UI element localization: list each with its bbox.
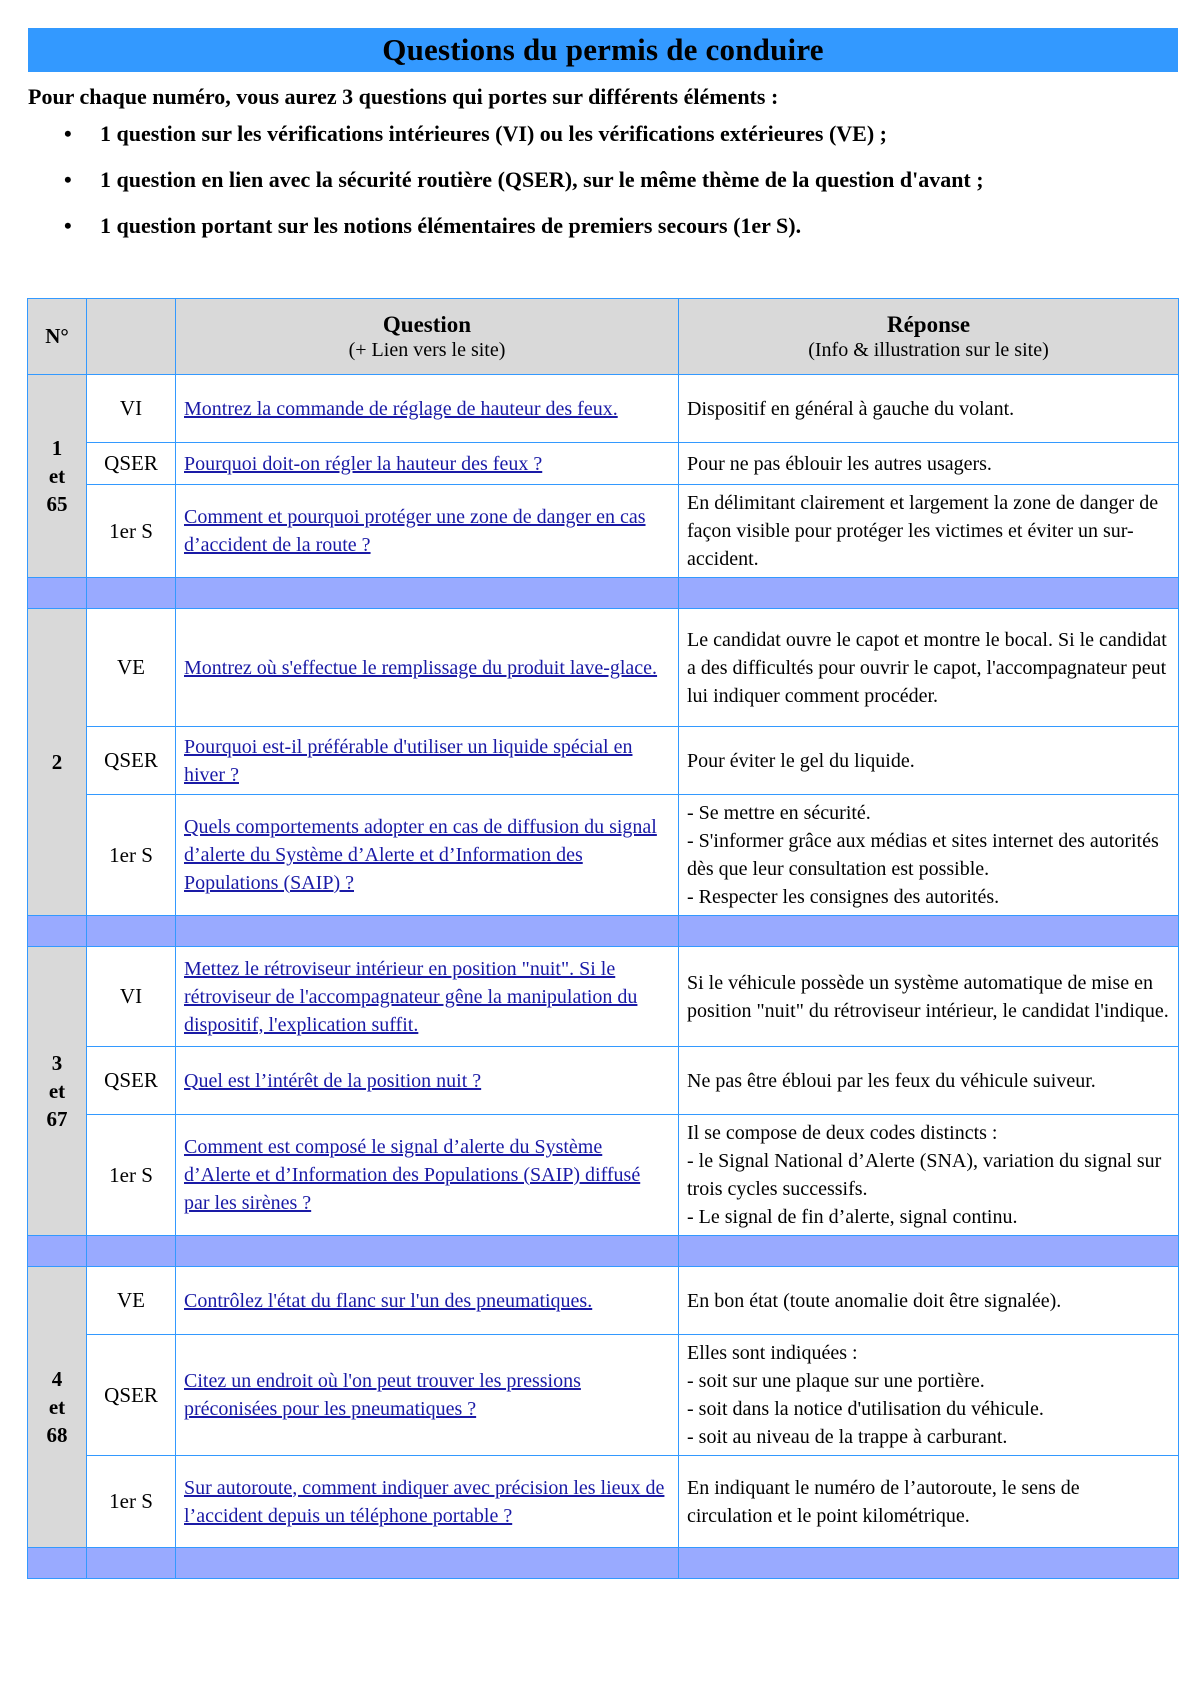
answer-line: Le candidat ouvre le capot et montre le bocal. Si le candidat a des difficultés pour ouvrir le capot, l'accompagnateur peut lui indiquer comment procéder. [687,628,1167,707]
answer-cell [679,485,1179,578]
header-question-subtitle: (+ Lien vers le site) [348,339,506,361]
question-cell [176,1115,679,1236]
separator-cell [176,916,679,947]
intro-bullet: • 1 question portant sur les notions élémentaires de premiers secours (1er S). [100,214,1178,238]
question-link[interactable]: Comment et pourquoi protéger une zone de danger en cas d’accident de la route ? [184,506,646,556]
question-number-cell [28,609,87,916]
question-link[interactable]: Mettez le rétroviseur intérieur en position "nuit". Si le rétroviseur de l'accompagnateur gêne la manipulation du dispositif, l'explication suffit. [184,957,638,1036]
question-number-line: 67 [46,1107,68,1131]
question-cell [176,1335,679,1456]
question-type-cell: VI [87,375,176,443]
question-link[interactable]: Citez un endroit où l'on peut trouver les pressions préconisées pour les pneumatiques ? [184,1370,581,1420]
question-number-cell [28,947,87,1236]
table-row [28,485,1179,578]
intro-bullet: • 1 question sur les vérifications intérieures (VI) ou les vérifications extérieures (VE) ; [100,122,1178,146]
table-row [28,609,1179,727]
question-link[interactable]: Quels comportements adopter en cas de diffusion du signal d’alerte du Système d’Alerte et d’Information des Populations (SAIP) ? [184,816,657,894]
question-cell [176,1267,679,1335]
question-type-cell: QSER [87,1335,176,1456]
question-link[interactable]: Pourquoi est-il préférable d'utiliser un liquide spécial en hiver ? [184,735,633,786]
answer-line: Pour ne pas éblouir les autres usagers. [687,452,992,475]
answer-line: - Le signal de fin d’alerte, signal continu. [687,1206,1018,1228]
question-number-line: 3 [51,1051,63,1075]
question-link[interactable]: Contrôlez l'état du flanc sur l'un des pneumatiques. [184,1289,593,1312]
answer-line: - soit sur une plaque sur une portière. [687,1370,985,1392]
answer-line: Il se compose de deux codes distincts : [687,1122,998,1144]
question-type-cell: 1er S [87,1115,176,1236]
header-type [87,299,176,375]
answer-line: - soit dans la notice d'utilisation du véhicule. [687,1398,1044,1420]
header-number: N° [28,299,87,375]
question-type-cell: 1er S [87,1456,176,1548]
answer-cell [679,1267,1179,1335]
answer-line: Elles sont indiquées : [687,1342,858,1364]
question-number-line: 68 [46,1423,68,1447]
table-row [28,1115,1179,1236]
intro [28,84,1178,260]
table-row [28,1456,1179,1548]
answer-cell [679,1456,1179,1548]
question-cell [176,1456,679,1548]
question-number-line: et [48,1395,66,1419]
question-type-cell: VE [87,609,176,727]
answer-cell [679,1335,1179,1456]
answer-line: - S'informer grâce aux médias et sites internet des autorités dès que leur consultation est possible. [687,830,1159,880]
question-link[interactable]: Montrez la commande de réglage de hauteur des feux. [184,397,618,420]
table-row [28,1335,1179,1456]
question-type-cell: QSER [87,443,176,485]
answer-line: Ne pas être ébloui par les feux du véhicule suiveur. [687,1069,1096,1092]
question-link[interactable]: Montrez où s'effectue le remplissage du produit lave-glace. [184,656,658,679]
answer-cell [679,609,1179,727]
question-number-line: 1 [51,436,63,460]
question-number-line: 65 [46,492,68,516]
question-type-cell: 1er S [87,795,176,916]
question-cell [176,609,679,727]
separator-cell [87,916,176,947]
question-number-line: 2 [51,750,63,774]
answer-cell [679,1115,1179,1236]
question-type-cell: 1er S [87,485,176,578]
table-row [28,443,1179,485]
question-type-cell: VI [87,947,176,1047]
separator-cell [28,916,87,947]
separator-cell [679,578,1179,609]
question-cell [176,727,679,795]
answer-cell [679,795,1179,916]
question-number-line: et [48,464,66,488]
questions-table [27,298,1179,1579]
header-question [176,299,679,375]
question-cell [176,1047,679,1115]
separator-cell [87,578,176,609]
table-row [28,727,1179,795]
answer-cell [679,727,1179,795]
answer-line: - le Signal National d’Alerte (SNA), variation du signal sur trois cycles successifs. [687,1150,1162,1200]
question-type-cell: QSER [87,727,176,795]
table-header-row [28,299,1179,375]
intro-bullets [28,122,1178,238]
question-link[interactable]: Quel est l’intérêt de la position nuit ? [184,1069,482,1092]
answer-line: En bon état (toute anomalie doit être signalée). [687,1289,1062,1312]
page-title: Questions du permis de conduire [382,32,824,67]
answer-line: Dispositif en général à gauche du volant. [687,397,1015,420]
question-cell [176,947,679,1047]
intro-lead: Pour chaque numéro, vous aurez 3 questions qui portes sur différents éléments : [28,84,779,109]
question-type-cell: VE [87,1267,176,1335]
separator-cell [176,1548,679,1579]
answer-line: - Se mettre en sécurité. [687,802,871,824]
answer-line: - Respecter les consignes des autorités. [687,886,1000,908]
answer-cell [679,375,1179,443]
answer-cell [679,1047,1179,1115]
header-answer-title: Réponse [886,312,971,337]
table-row [28,1047,1179,1115]
separator-cell [679,1548,1179,1579]
separator-cell [679,916,1179,947]
header-question-title: Question [382,312,472,337]
group-separator-row [28,1236,1179,1267]
question-number-cell [28,375,87,578]
header-answer [679,299,1179,375]
table-row [28,1267,1179,1335]
question-link[interactable]: Comment est composé le signal d’alerte du Système d’Alerte et d’Information des Populations (SAIP) diffusé par les sirènes ? [184,1136,641,1214]
separator-cell [87,1236,176,1267]
group-separator-row [28,916,1179,947]
separator-cell [176,1236,679,1267]
separator-cell [679,1236,1179,1267]
answer-line: En délimitant clairement et largement la zone de danger de façon visible pour protéger les victimes et éviter un sur-accident. [687,492,1159,570]
table-row [28,375,1179,443]
separator-cell [176,578,679,609]
answer-line: - soit au niveau de la trappe à carburant. [687,1426,1008,1448]
table-row [28,795,1179,916]
answer-line: Si le véhicule possède un système automatique de mise en position "nuit" du rétroviseur intérieur, le candidat l'indique. [687,971,1169,1022]
group-separator-row [28,1548,1179,1579]
header-answer-subtitle: (Info & illustration sur le site) [808,339,1049,361]
answer-cell [679,443,1179,485]
question-number-cell [28,1267,87,1548]
question-cell [176,375,679,443]
separator-cell [28,578,87,609]
table-row [28,947,1179,1047]
question-cell [176,795,679,916]
separator-cell [87,1548,176,1579]
answer-cell [679,947,1179,1047]
question-link[interactable]: Pourquoi doit-on régler la hauteur des feux ? [184,452,543,475]
question-cell [176,485,679,578]
answer-line: Pour éviter le gel du liquide. [687,749,915,772]
title-bar [28,28,1178,72]
separator-cell [28,1236,87,1267]
question-number-line: et [48,1079,66,1103]
question-cell [176,443,679,485]
separator-cell [28,1548,87,1579]
question-type-cell: QSER [87,1047,176,1115]
answer-line: En indiquant le numéro de l’autoroute, le sens de circulation et le point kilométrique. [687,1476,1080,1527]
question-number-line: 4 [51,1367,63,1391]
question-link[interactable]: Sur autoroute, comment indiquer avec précision les lieux de l’accident depuis un téléphone portable ? [184,1476,665,1527]
group-separator-row [28,578,1179,609]
intro-bullet: • 1 question en lien avec la sécurité routière (QSER), sur le même thème de la question d'avant ; [100,168,1178,192]
